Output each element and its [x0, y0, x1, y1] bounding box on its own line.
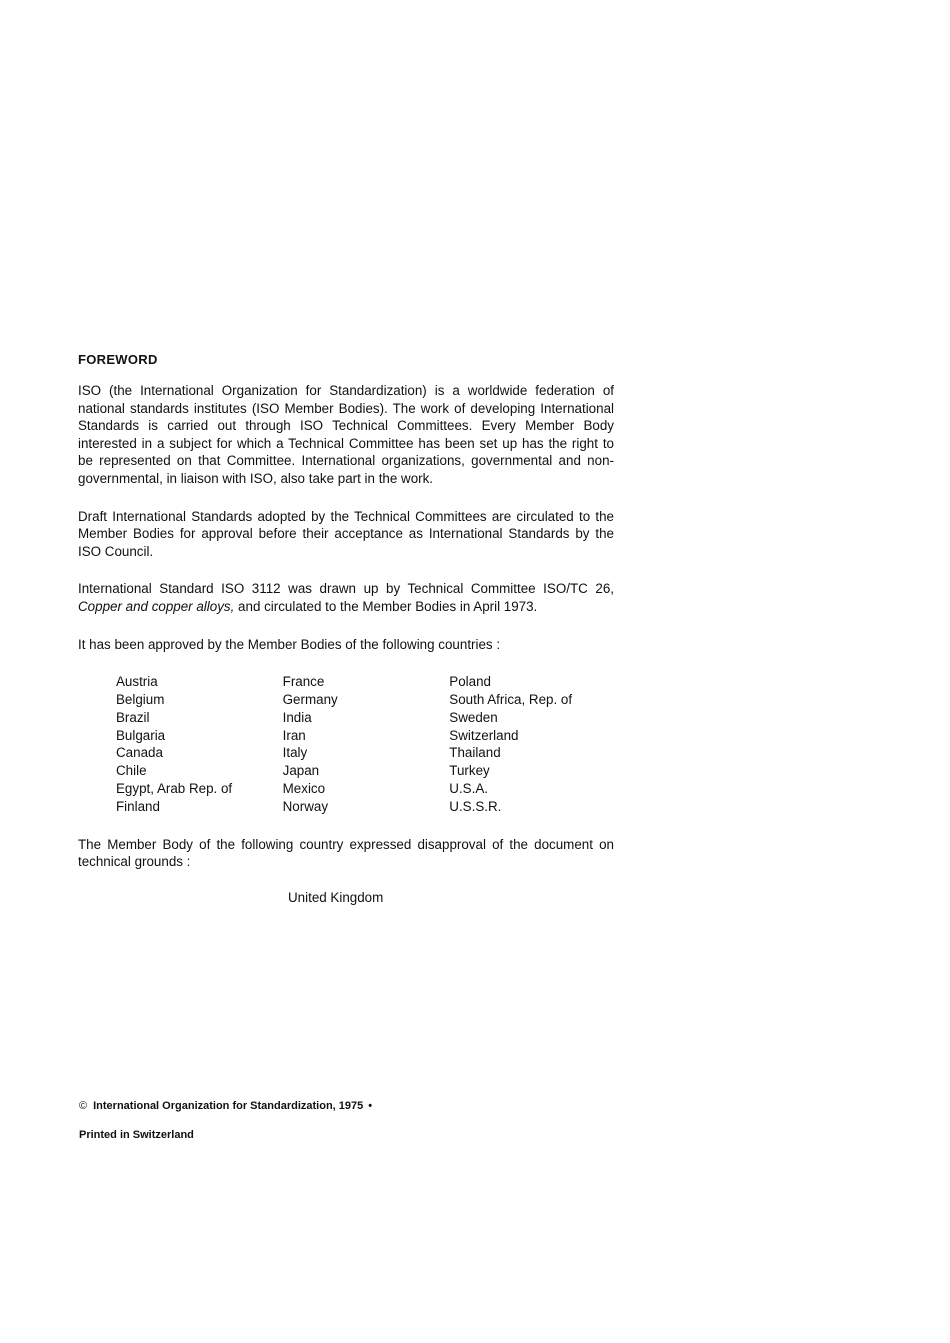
country-item: U.S.S.R. — [449, 798, 502, 814]
copyright-line — [79, 1100, 372, 1112]
country-item: Egypt, Arab Rep. of — [116, 780, 233, 796]
country-item: Mexico — [282, 780, 326, 796]
country-item: Iran — [282, 727, 306, 743]
country-item: U.S.A. — [449, 780, 488, 796]
country-item: Norway — [282, 798, 329, 814]
country-item: Switzerland — [449, 727, 519, 743]
foreword-paragraph-3 — [78, 580, 614, 615]
country-item: South Africa, Rep. of — [449, 691, 573, 707]
country-item: Japan — [282, 763, 320, 779]
country-item: France — [282, 674, 325, 690]
approved-intro: It has been approved by the Member Bodies of the following countries : — [78, 636, 501, 652]
copyright-text: International Organization for Standardization, 1975 — [93, 1100, 364, 1112]
country-item: Germany — [282, 691, 338, 707]
paragraph-3-after: and circulated to the Member Bodies in April 1973. — [234, 598, 538, 614]
country-item: Bulgaria — [116, 727, 166, 743]
country-item: Thailand — [449, 745, 501, 761]
approving-countries-list — [116, 673, 614, 815]
country-item: Belgium — [116, 691, 165, 707]
country-item: India — [282, 709, 312, 725]
foreword-heading: FOREWORD — [78, 352, 158, 367]
country-column-1 — [116, 673, 283, 815]
bullet-icon: • — [368, 1100, 373, 1112]
country-item: Sweden — [449, 709, 498, 725]
foreword-paragraph-2: Draft International Standards adopted by the Technical Committees are circulated to the Member Bodies for approval before their acceptance as International Standards by the ISO Council. — [78, 508, 614, 559]
committee-title: Copper and copper alloys, — [78, 598, 235, 614]
country-item: Finland — [116, 798, 160, 814]
country-item: Canada — [116, 745, 163, 761]
copyright-icon: © — [79, 1100, 88, 1112]
foreword-paragraph-1: ISO (the International Organization for Standardization) is a worldwide federation of national standards institutes (ISO Member Bodies). The work of developing International Standards is carried out through ISO Technical Committees. Every Member Body interested in a subject for which a Technical Committee has been set up has the right to be represented on that Committee. International organizations, governmental and non-governmental, in liaison with ISO, also take part in the work. — [78, 383, 614, 486]
country-item: Turkey — [449, 763, 490, 779]
printed-in: Printed in Switzerland — [79, 1129, 194, 1141]
country-item: Austria — [116, 674, 158, 690]
country-column-3 — [449, 673, 614, 815]
country-item: Chile — [116, 763, 147, 779]
country-item: Brazil — [116, 709, 150, 725]
country-column-2 — [283, 673, 450, 815]
country-item: Poland — [449, 674, 491, 690]
disapproval-intro: The Member Body of the following country expressed disapproval of the document on technical grounds : — [78, 836, 614, 870]
country-item: Italy — [282, 745, 308, 761]
disapproving-country: United Kingdom — [288, 889, 384, 905]
paragraph-3-before: International Standard ISO 3112 was drawn up by Technical Committee ISO/TC 26, — [78, 581, 614, 597]
foreword-section — [78, 352, 614, 906]
